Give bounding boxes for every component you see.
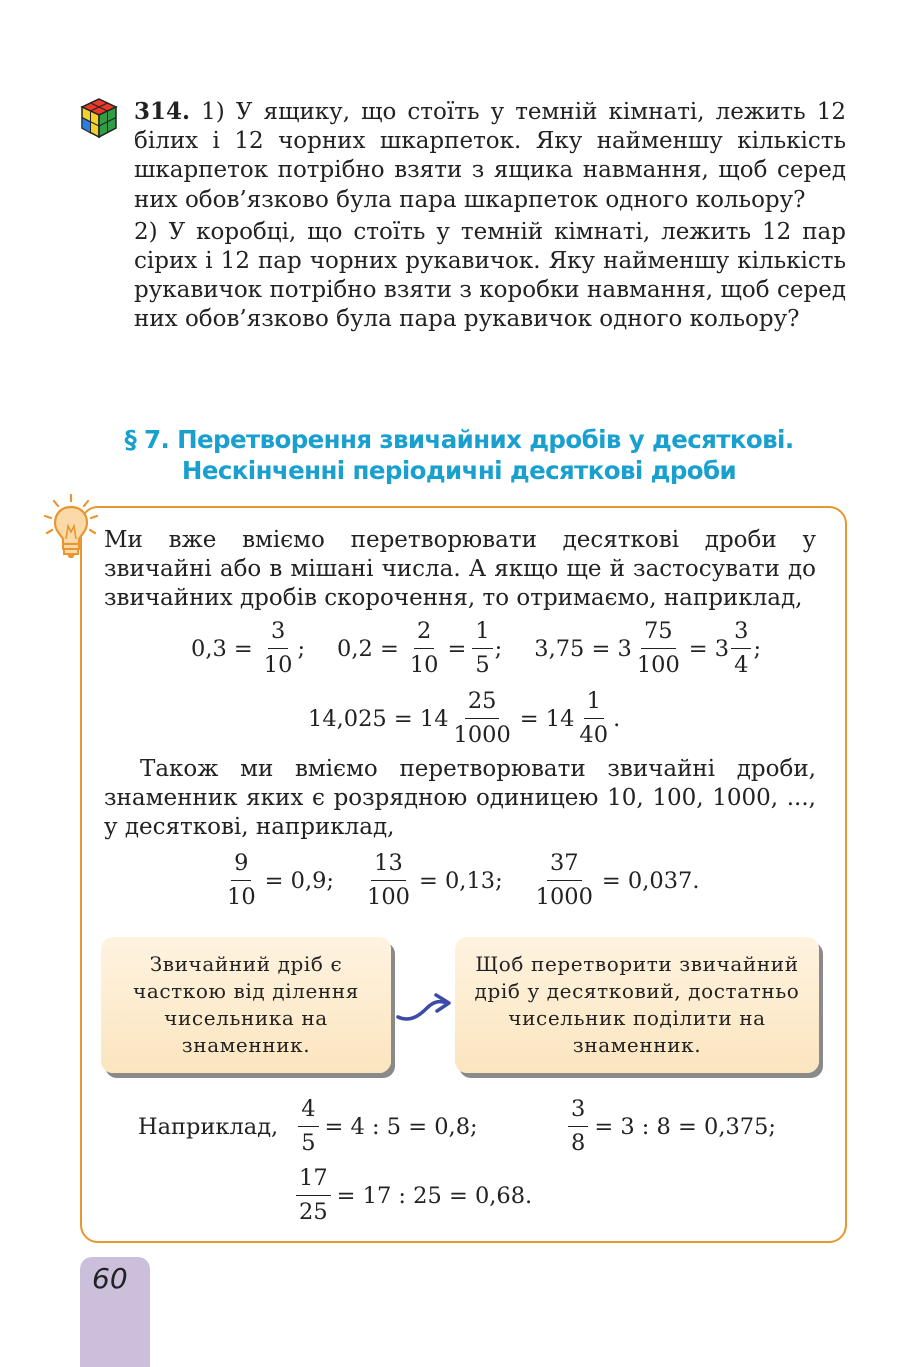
eq3-c-result: = 0,037. bbox=[601, 867, 700, 894]
example-row-1b bbox=[566, 1094, 776, 1159]
denominator: 25 bbox=[299, 1199, 328, 1225]
eq3-b-result: = 0,13; bbox=[418, 867, 503, 894]
numerator: 17 bbox=[296, 1163, 331, 1196]
numerator: 4 bbox=[298, 1094, 318, 1127]
denominator: 10 bbox=[263, 652, 293, 678]
denominator: 5 bbox=[301, 1130, 316, 1156]
denominator: 1000 bbox=[535, 884, 593, 910]
lightbulb-icon bbox=[40, 492, 102, 562]
note-common-fraction bbox=[101, 937, 391, 1073]
denominator: 40 bbox=[579, 722, 609, 748]
eq3-a-result: = 0,9; bbox=[264, 867, 335, 894]
equation-row-1 bbox=[191, 616, 761, 681]
fraction bbox=[224, 848, 259, 913]
example-a-result: = 4 : 5 = 0,8; bbox=[324, 1113, 478, 1140]
eq1-c-mid: = 3 bbox=[688, 635, 730, 662]
example-row-2 bbox=[294, 1163, 532, 1228]
example-b-result: = 3 : 8 = 0,375; bbox=[594, 1113, 776, 1140]
example-c-result: = 17 : 25 = 0,68. bbox=[336, 1182, 533, 1209]
denominator: 5 bbox=[475, 652, 490, 678]
denominator: 8 bbox=[571, 1130, 586, 1156]
equation-row-3 bbox=[222, 848, 700, 913]
numerator: 37 bbox=[547, 848, 582, 881]
fraction bbox=[472, 616, 492, 681]
problem-part-2: 2) У коробці, що стоїть у темній кімнаті, лежить 12 пар сірих і 12 пар чорних рукавичок. Яку найменшу кількість рукавичок потрібно взяти з коробки навмання, щоб серед них обов’язково була пара рукавичок одного кольору? bbox=[134, 218, 846, 333]
fraction bbox=[298, 1094, 318, 1159]
section-title-line-1: § 7. Перетворення звичайних дробів у десяткові. bbox=[124, 425, 794, 454]
numerator: 3 bbox=[268, 616, 288, 649]
problem-part-1 bbox=[134, 97, 846, 215]
example-row-1 bbox=[138, 1094, 478, 1159]
fraction bbox=[296, 1163, 331, 1228]
eq2-mid: = 14 bbox=[519, 705, 575, 732]
eq1-b-end: ; bbox=[494, 635, 503, 662]
denominator: 100 bbox=[367, 884, 410, 910]
section-title-line-2: Нескінченні періодичні десяткові дроби bbox=[181, 456, 737, 485]
puzzle-cube-icon bbox=[78, 97, 120, 139]
denominator: 10 bbox=[227, 884, 256, 910]
denominator: 10 bbox=[409, 652, 439, 678]
numerator: 3 bbox=[731, 616, 751, 649]
eq1-b: 0,2 = bbox=[337, 635, 399, 662]
fraction bbox=[576, 686, 611, 751]
numerator: 25 bbox=[465, 686, 500, 719]
denominator: 4 bbox=[734, 652, 749, 678]
eq1-a-end: ; bbox=[297, 635, 306, 662]
arrow-right-icon bbox=[393, 990, 455, 1026]
fraction bbox=[568, 1094, 588, 1159]
note-left-text: Звичайний дріб є часткою від ділення чисельника на знаменник. bbox=[133, 952, 359, 1057]
intro-paragraph: Ми вже вміємо перетворювати десяткові дроби у звичайні або в мішані числа. А якщо ще й застосувати до звичайних дробів скорочення, то отримаємо, наприклад, bbox=[104, 527, 816, 611]
numerator: 1 bbox=[472, 616, 492, 649]
eq1-a: 0,3 = bbox=[191, 635, 253, 662]
page-number: 60 bbox=[92, 1262, 128, 1295]
eq1-b-mid: = bbox=[447, 635, 467, 662]
numerator: 9 bbox=[231, 848, 251, 881]
note-conversion-rule bbox=[455, 937, 819, 1073]
problem-314 bbox=[134, 97, 846, 335]
equation-row-2 bbox=[308, 686, 620, 751]
eq2-a: 14,025 = 14 bbox=[308, 705, 449, 732]
note-right-text: Щоб перетворити звичайний дріб у десятковий, достатньо чисельник поділити на знаменник. bbox=[474, 952, 800, 1057]
numerator: 13 bbox=[371, 848, 406, 881]
numerator: 75 bbox=[641, 616, 676, 649]
fraction bbox=[451, 686, 514, 751]
fraction bbox=[364, 848, 413, 913]
fraction bbox=[634, 616, 683, 681]
denominator: 100 bbox=[636, 652, 680, 678]
eq1-c: 3,75 = 3 bbox=[534, 635, 632, 662]
numerator: 2 bbox=[414, 616, 434, 649]
fraction bbox=[731, 616, 751, 681]
numerator: 3 bbox=[568, 1094, 588, 1127]
numerator: 1 bbox=[584, 686, 604, 719]
example-label: Наприклад, bbox=[138, 1113, 279, 1140]
problem-number: 314. bbox=[134, 98, 191, 125]
fraction bbox=[533, 848, 596, 913]
eq2-end: . bbox=[613, 705, 621, 732]
also-paragraph: Також ми вміємо перетворювати звичайні дроби, знаменник яких є розрядною одиницею 10, 100, 1000, ..., у десяткові, наприклад, bbox=[104, 756, 816, 840]
problem-part-1-text: 1) У ящику, що стоїть у темній кімнаті, лежить 12 білих і 12 чорних шкарпеток. Яку найменшу кількість шкарпеток потрібно взяти з ящика навмання, щоб серед них обов’язково була пара шкарпеток одного кольору? bbox=[134, 99, 847, 213]
eq1-c-end: ; bbox=[753, 635, 762, 662]
fraction bbox=[261, 616, 296, 681]
denominator: 1000 bbox=[453, 722, 511, 748]
fraction bbox=[407, 616, 442, 681]
